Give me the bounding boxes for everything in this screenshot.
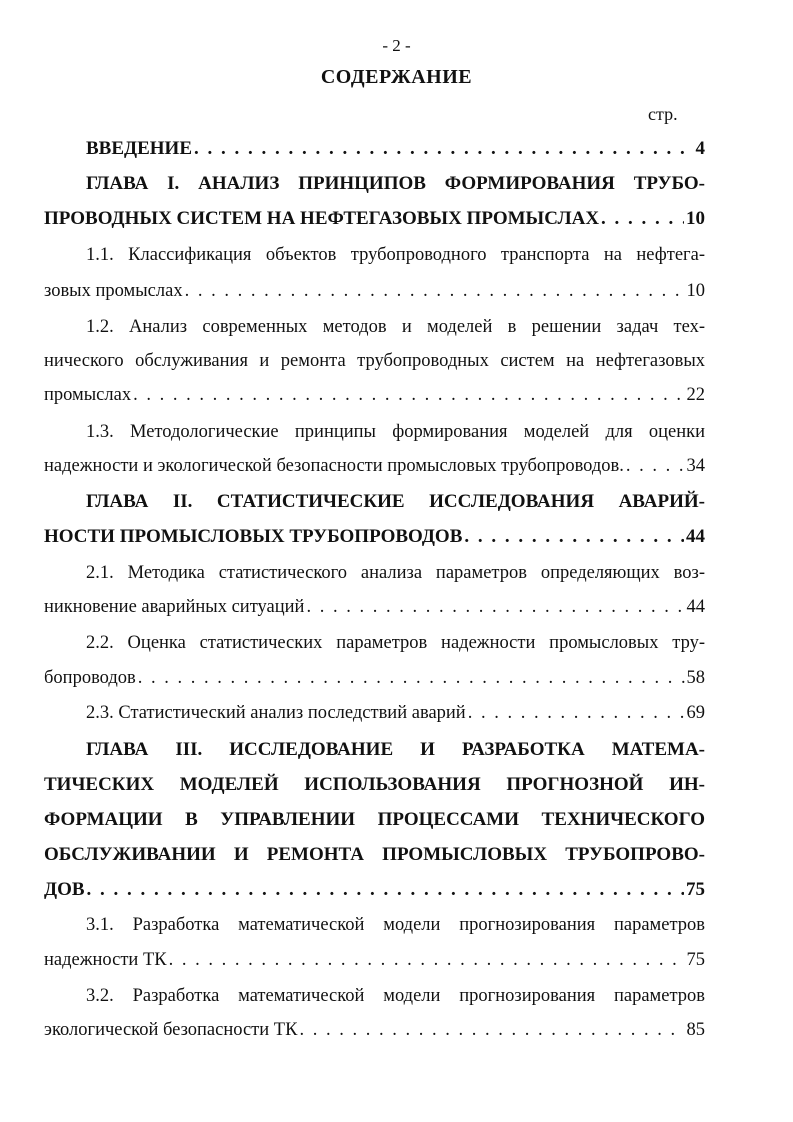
toc-entry-page: 85 [686, 1020, 705, 1040]
toc-section-2-2-line-1: 2.2. Оценка статистических параметров надежности промысловых тру- [86, 633, 705, 653]
toc-section-1-1-line-2: зовых промыслах . . . 10 [44, 282, 705, 301]
toc-entry-page: 69 [686, 703, 705, 723]
toc-section-1-3-line-2: надежности и экологической безопасности промысловых трубопроводов. . . . 34 [44, 457, 705, 476]
page-column-label: стр. [648, 104, 678, 124]
toc-section-2-2-line-2: бопроводов . . . 58 [44, 669, 705, 688]
toc-entry-page: 10 [686, 208, 705, 229]
toc-section-2-3: 2.3. Статистический анализ последствий аварий . . . 69 [86, 704, 705, 723]
dot-leader [601, 209, 684, 228]
dot-leader [299, 1021, 684, 1040]
dot-leader [138, 669, 685, 688]
toc-entry-title: ВВЕДЕНИЕ [86, 138, 192, 159]
dot-leader [185, 282, 685, 301]
toc-section-2-1-line-2: никновение аварийных ситуаций . . . 44 [44, 598, 705, 617]
toc-entry-page: 44 [686, 597, 705, 617]
toc-entry-introduction [86, 139, 705, 158]
toc-section-1-2-line-1: 1.2. Анализ современных методов и моделей в решении задач тех- [86, 317, 705, 337]
toc-section-3-1-line-2: надежности ТК . . . 75 [44, 951, 705, 970]
toc-section-1-2-line-3: промыслах . . . 22 [44, 386, 705, 405]
dot-leader [306, 598, 684, 617]
toc-chapter-3-line-5: ДОВ . . . 75 [44, 880, 705, 899]
toc-entry-page: 22 [686, 385, 705, 405]
toc-entry-page: 75 [686, 950, 705, 970]
dot-leader [464, 527, 684, 546]
dot-leader [169, 951, 685, 970]
toc-entry-page: 58 [686, 668, 705, 688]
toc-chapter-2-line-2: НОСТИ ПРОМЫСЛОВЫХ ТРУБОПРОВОДОВ . . . 44 [44, 527, 705, 546]
dot-leader [87, 880, 684, 899]
toc-entry-page: 34 [686, 456, 705, 476]
toc-entry-page: 44 [686, 526, 705, 547]
toc-entry-page: 75 [686, 879, 705, 900]
toc-chapter-3-line-1: ГЛАВА III. ИССЛЕДОВАНИЕ И РАЗРАБОТКА МАТЕМА- [86, 739, 705, 760]
dot-leader [468, 704, 685, 723]
toc-section-1-1-line-1: 1.1. Классификация объектов трубопроводного транспорта на нефтега- [86, 245, 705, 265]
toc-section-2-1-line-1: 2.1. Методика статистического анализа параметров определяющих воз- [86, 563, 705, 583]
dot-leader [626, 457, 685, 476]
dot-leader [133, 386, 684, 405]
toc-entry-page: 4 [695, 138, 705, 159]
page-number: - 2 - [382, 36, 411, 55]
dot-leader [194, 139, 694, 158]
toc-chapter-2-line-1: ГЛАВА II. СТАТИСТИЧЕСКИЕ ИССЛЕДОВАНИЯ АВАРИЙ- [86, 491, 705, 512]
toc-chapter-3-line-3: ФОРМАЦИИ В УПРАВЛЕНИИ ПРОЦЕССАМИ ТЕХНИЧЕСКОГО [44, 809, 705, 830]
page-title: СОДЕРЖАНИЕ [320, 66, 473, 88]
toc-section-1-2-line-2: нического обслуживания и ремонта трубопроводных систем на нефтегазовых [44, 351, 705, 371]
toc-section-1-3-line-1: 1.3. Методологические принципы формирования моделей для оценки [86, 422, 705, 442]
toc-chapter-1-line-2: ПРОВОДНЫХ СИСТЕМ НА НЕФТЕГАЗОВЫХ ПРОМЫСЛАХ . . . 10 [44, 209, 705, 228]
toc-chapter-3-line-2: ТИЧЕСКИХ МОДЕЛЕЙ ИСПОЛЬЗОВАНИЯ ПРОГНОЗНОЙ ИН- [44, 774, 705, 795]
toc-entry-page: 10 [686, 281, 705, 301]
toc-section-3-2-line-1: 3.2. Разработка математической модели прогнозирования параметров [86, 986, 705, 1006]
toc-section-3-2-line-2: экологической безопасности ТК . . . 85 [44, 1021, 705, 1040]
toc-chapter-3-line-4: ОБСЛУЖИВАНИИ И РЕМОНТА ПРОМЫСЛОВЫХ ТРУБОПРОВО- [44, 844, 705, 865]
toc-section-3-1-line-1: 3.1. Разработка математической модели прогнозирования параметров [86, 915, 705, 935]
toc-chapter-1-line-1: ГЛАВА I. АНАЛИЗ ПРИНЦИПОВ ФОРМИРОВАНИЯ ТРУБО- [86, 173, 705, 194]
